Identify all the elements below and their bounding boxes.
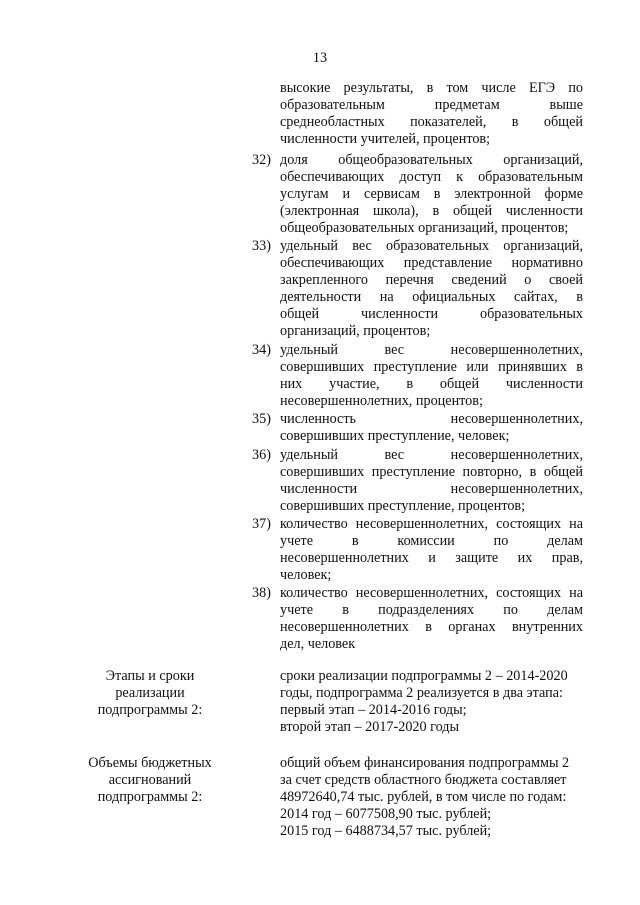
item-number: 35) — [252, 411, 271, 427]
text-line: количество несовершеннолетних, состоящих на — [280, 516, 583, 532]
text-line: общий объем финансирования подпрограммы 2 — [280, 755, 570, 771]
item-number: 37) — [252, 516, 271, 532]
text-line: сроки реализации подпрограммы 2 – 2014-2020 — [280, 668, 568, 684]
text-line: 2015 год – 6488734,57 тыс. рублей; — [280, 823, 492, 839]
text-line: 2014 год – 6077508,90 тыс. рублей; — [280, 806, 492, 822]
text-line: совершивших преступление или принявших в — [280, 359, 583, 375]
item-number: 38) — [252, 585, 271, 601]
text-line: второй этап – 2017-2020 годы — [280, 719, 460, 735]
label-line: реализации — [115, 685, 185, 701]
item-number: 32) — [252, 152, 271, 168]
label-line: Объемы бюджетных — [88, 755, 212, 771]
text-line: дел, человек — [280, 636, 356, 652]
text-line: высокие результаты, в том числе ЕГЭ по — [280, 80, 583, 96]
item-number: 34) — [252, 342, 271, 358]
label-line: ассигнований — [108, 772, 192, 788]
text-line: человек; — [280, 567, 332, 583]
text-line: организаций, процентов; — [280, 323, 431, 339]
text-line: обеспечивающих представление нормативно — [280, 255, 583, 271]
text-line: учете в подразделениях по делам — [280, 602, 583, 618]
page-number: 13 — [312, 50, 328, 66]
text-line: за счет средств областного бюджета составляет — [280, 772, 567, 788]
text-line: закрепленного перечня сведений о своей — [280, 272, 583, 288]
section-label — [70, 668, 230, 719]
text-line: годы, подпрограмма 2 реализуется в два этапа: — [280, 685, 563, 701]
text-line: доля общеобразовательных организаций, — [280, 152, 583, 168]
text-line: (электронная школа), в общей численности — [280, 203, 583, 219]
text-line: численность несовершеннолетних, — [280, 411, 583, 427]
text-line: несовершеннолетних, процентов; — [280, 393, 483, 409]
text-line: общеобразовательных организаций, процентов; — [280, 220, 569, 236]
text-line: общей численности образовательных — [280, 306, 583, 322]
text-line: учете в комиссии по делам — [280, 533, 583, 549]
text-line: удельный вес несовершеннолетних, — [280, 447, 583, 463]
text-line: удельный вес образовательных организаций, — [280, 238, 583, 254]
section-label — [70, 755, 230, 806]
text-line: совершивших преступление, человек; — [280, 428, 510, 444]
text-line: них участие, в общей численности — [280, 376, 583, 392]
text-line: несовершеннолетних и защите их прав, — [280, 550, 583, 566]
text-line: деятельности на официальных сайтах, в — [280, 289, 583, 305]
text-line: количество несовершеннолетних, состоящих на — [280, 585, 583, 601]
text-line: несовершеннолетних в органах внутренних — [280, 619, 583, 635]
text-line: совершивших преступление повторно, в общей — [280, 464, 583, 480]
text-line: услугам и сервисам в электронной форме — [280, 186, 583, 202]
text-line: первый этап – 2014-2016 годы; — [280, 702, 467, 718]
text-line: численности несовершеннолетних, — [280, 481, 583, 497]
text-line: обеспечивающих доступ к образовательным — [280, 169, 583, 185]
item-number: 33) — [252, 238, 271, 254]
text-line: 48972640,74 тыс. рублей, в том числе по годам: — [280, 789, 567, 805]
text-line: образовательным предметам выше — [280, 97, 583, 113]
text-line: среднеобластных показателей, в общей — [280, 114, 583, 130]
text-line: численности учителей, процентов; — [280, 131, 491, 147]
text-line: совершивших преступление, процентов; — [280, 498, 526, 514]
label-line: подпрограммы 2: — [97, 702, 203, 718]
label-line: Этапы и сроки — [105, 668, 195, 684]
label-line: подпрограммы 2: — [97, 789, 203, 805]
item-number: 36) — [252, 447, 271, 463]
text-line: удельный вес несовершеннолетних, — [280, 342, 583, 358]
